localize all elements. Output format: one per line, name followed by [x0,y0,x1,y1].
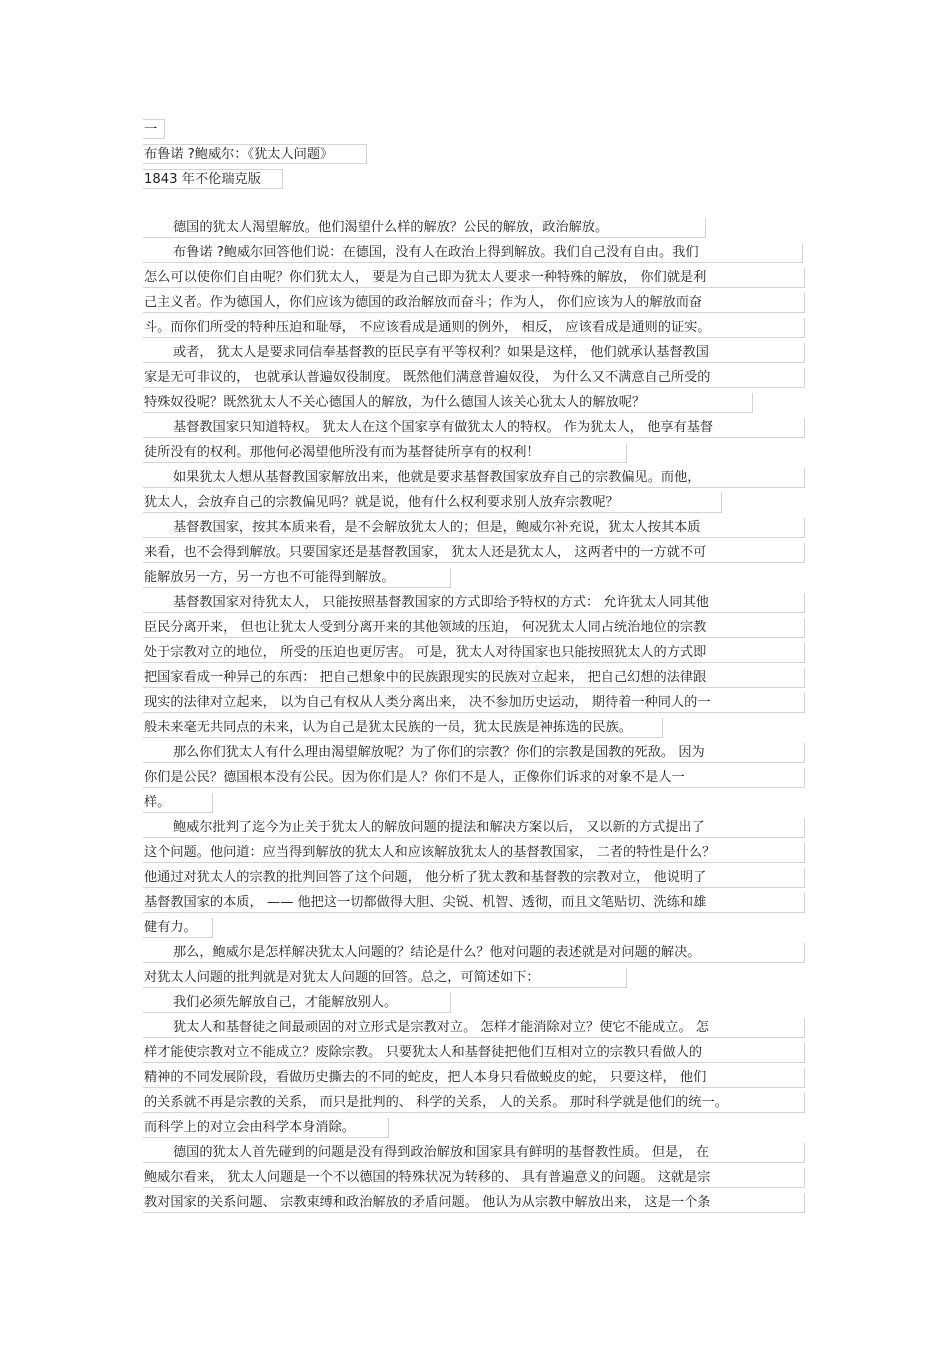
text-line: 样才能使宗教对立不能成立？废除宗教。 只要犹太人和基督徒把他们互相对立的宗教只看做人的 [143,1043,805,1063]
text-line: 健有力。 [143,918,213,938]
text-line: 如果犹太人想从基督教国家解放出来，他就是要求基督教国家放弃自己的宗教偏见。而他， [143,468,805,488]
text-line: 犹太人，会放弃自己的宗教偏见吗？就是说，他有什么权利要求别人放弃宗教呢？ [143,493,722,513]
text-line: 精神的不同发展阶段，看做历史撕去的不同的蛇皮，把人本身只看做蜕皮的蛇， 只要这样， 他们 [143,1068,805,1088]
text-line: 特殊奴役呢？既然犹太人不关心德国人的解放，为什么德国人该关心犹太人的解放呢？ [143,393,753,413]
text-line: 而科学上的对立会由科学本身消除。 [143,1118,389,1138]
text-line: 把国家看成一种异己的东西： 把自己想象中的民族跟现实的民族对立起来， 把自己幻想的法律跟 [143,668,805,688]
text-line: 现实的法律对立起来， 以为自己有权从人类分离出来， 决不参加历史运动， 期待着一种同人的一 [143,693,805,713]
text-line: 或者， 犹太人是要求同信奉基督教的臣民享有平等权利？如果是这样， 他们就承认基督教国 [143,343,805,363]
text-line: 斗。而你们所受的特种压迫和耻辱， 不应该看成是通则的例外， 相反， 应该看成是通则的证实。 [143,318,805,338]
text-line: 家是无可非议的， 也就承认普遍奴役制度。 既然他们满意普遍奴役， 为什么又不满意自己所受的 [143,368,805,388]
text-line: 徒所没有的权利。那他何必渴望他所没有而为基督徒所享有的权利！ [143,443,627,463]
text-line: 己主义者。作为德国人，你们应该为德国的政治解放而奋斗；作为人， 你们应该为人的解放而奋 [143,293,805,313]
text-line: 样。 [143,793,213,813]
text-line: 臣民分离开来， 但也让犹太人受到分离开来的其他领域的压迫， 何况犹太人同占统治地位的宗教 [143,618,805,638]
text-line: 基督教国家对待犹太人， 只能按照基督教国家的方式即给予特权的方式： 允许犹太人同其他 [143,593,805,613]
text-line: 处于宗教对立的地位， 所受的压迫也更厉害。 可是，犹太人对待国家也只能按照犹太人的方式即 [143,643,805,663]
text-line: 我们必须先解放自己，才能解放别人。 [143,993,451,1013]
text-line: 怎么可以使你们自由呢？你们犹太人， 要是为自己即为犹太人要求一种特殊的解放， 你们就是利 [143,268,805,288]
text-line: 你们是公民？德国根本没有公民。因为你们是人？你们不是人，正像你们诉求的对象不是人一 [143,768,805,788]
text-line: 这个问题。他问道：应当得到解放的犹太人和应该解放犹太人的基督教国家， 二者的特性是什么？ [143,843,805,863]
text-line: 对犹太人问题的批判就是对犹太人问题的回答。总之，可简述如下： [143,968,627,988]
text-line: 基督教国家的本质， —— 他把这一切都做得大胆、尖锐、机智、透彻，而且文笔贴切、洗练和雄 [143,893,805,913]
text-line: 德国的犹太人渴望解放。他们渴望什么样的解放？公民的解放，政治解放。 [143,218,706,238]
text-line: 般未来毫无共同点的未来，认为自己是犹太民族的一员，犹太民族是神拣选的民族。 [143,718,663,738]
document-title: 布鲁诺 ?鲍威尔：《犹太人问题》 [143,144,367,164]
text-line: 基督教国家，按其本质来看，是不会解放犹太人的；但是，鲍威尔补充说，犹太人按其本质 [143,518,805,538]
section-number: 一 [143,119,165,139]
text-line: 鲍威尔看来， 犹太人问题是一个不以德国的特殊状况为转移的、 具有普遍意义的问题。 这就是宗 [143,1168,805,1188]
text-line: 那么，鲍威尔是怎样解决犹太人问题的？结论是什么？他对问题的表述就是对问题的解决。 [143,943,805,963]
text-line: 德国的犹太人首先碰到的问题是没有得到政治解放和国家具有鲜明的基督教性质。 但是， 在 [143,1143,805,1163]
text-line: 鲍威尔批判了迄今为止关于犹太人的解放问题的提法和解决方案以后， 又以新的方式提出了 [143,818,805,838]
text-line: 犹太人和基督徒之间最顽固的对立形式是宗教对立。 怎样才能消除对立？使它不能成立。 怎 [143,1018,805,1038]
text-line: 那么你们犹太人有什么理由渴望解放呢？为了你们的宗教？你们的宗教是国教的死敌。 因为 [143,743,805,763]
text-line: 的关系就不再是宗教的关系， 而只是批判的、 科学的关系， 人的关系。 那时科学就是他们的统一。 [143,1093,805,1113]
text-line: 能解放另一方，另一方也不可能得到解放。 [143,568,451,588]
edition-line: 1843 年不伦瑞克版 [143,169,283,189]
text-line: 布鲁诺 ?鲍威尔回答他们说：在德国，没有人在政治上得到解放。我们自己没有自由。我们 [143,243,803,263]
text-line: 来看，也不会得到解放。只要国家还是基督教国家， 犹太人还是犹太人， 这两者中的一方就不可 [143,543,805,563]
text-line: 他通过对犹太人的宗教的批判回答了这个问题， 他分析了犹太教和基督教的宗教对立， 他说明了 [143,868,805,888]
text-line: 基督教国家只知道特权。 犹太人在这个国家享有做犹太人的特权。 作为犹太人， 他享有基督 [143,418,805,438]
text-line: 教对国家的关系问题、 宗教束缚和政治解放的矛盾问题。 他认为从宗教中解放出来， 这是一个条 [143,1193,805,1213]
